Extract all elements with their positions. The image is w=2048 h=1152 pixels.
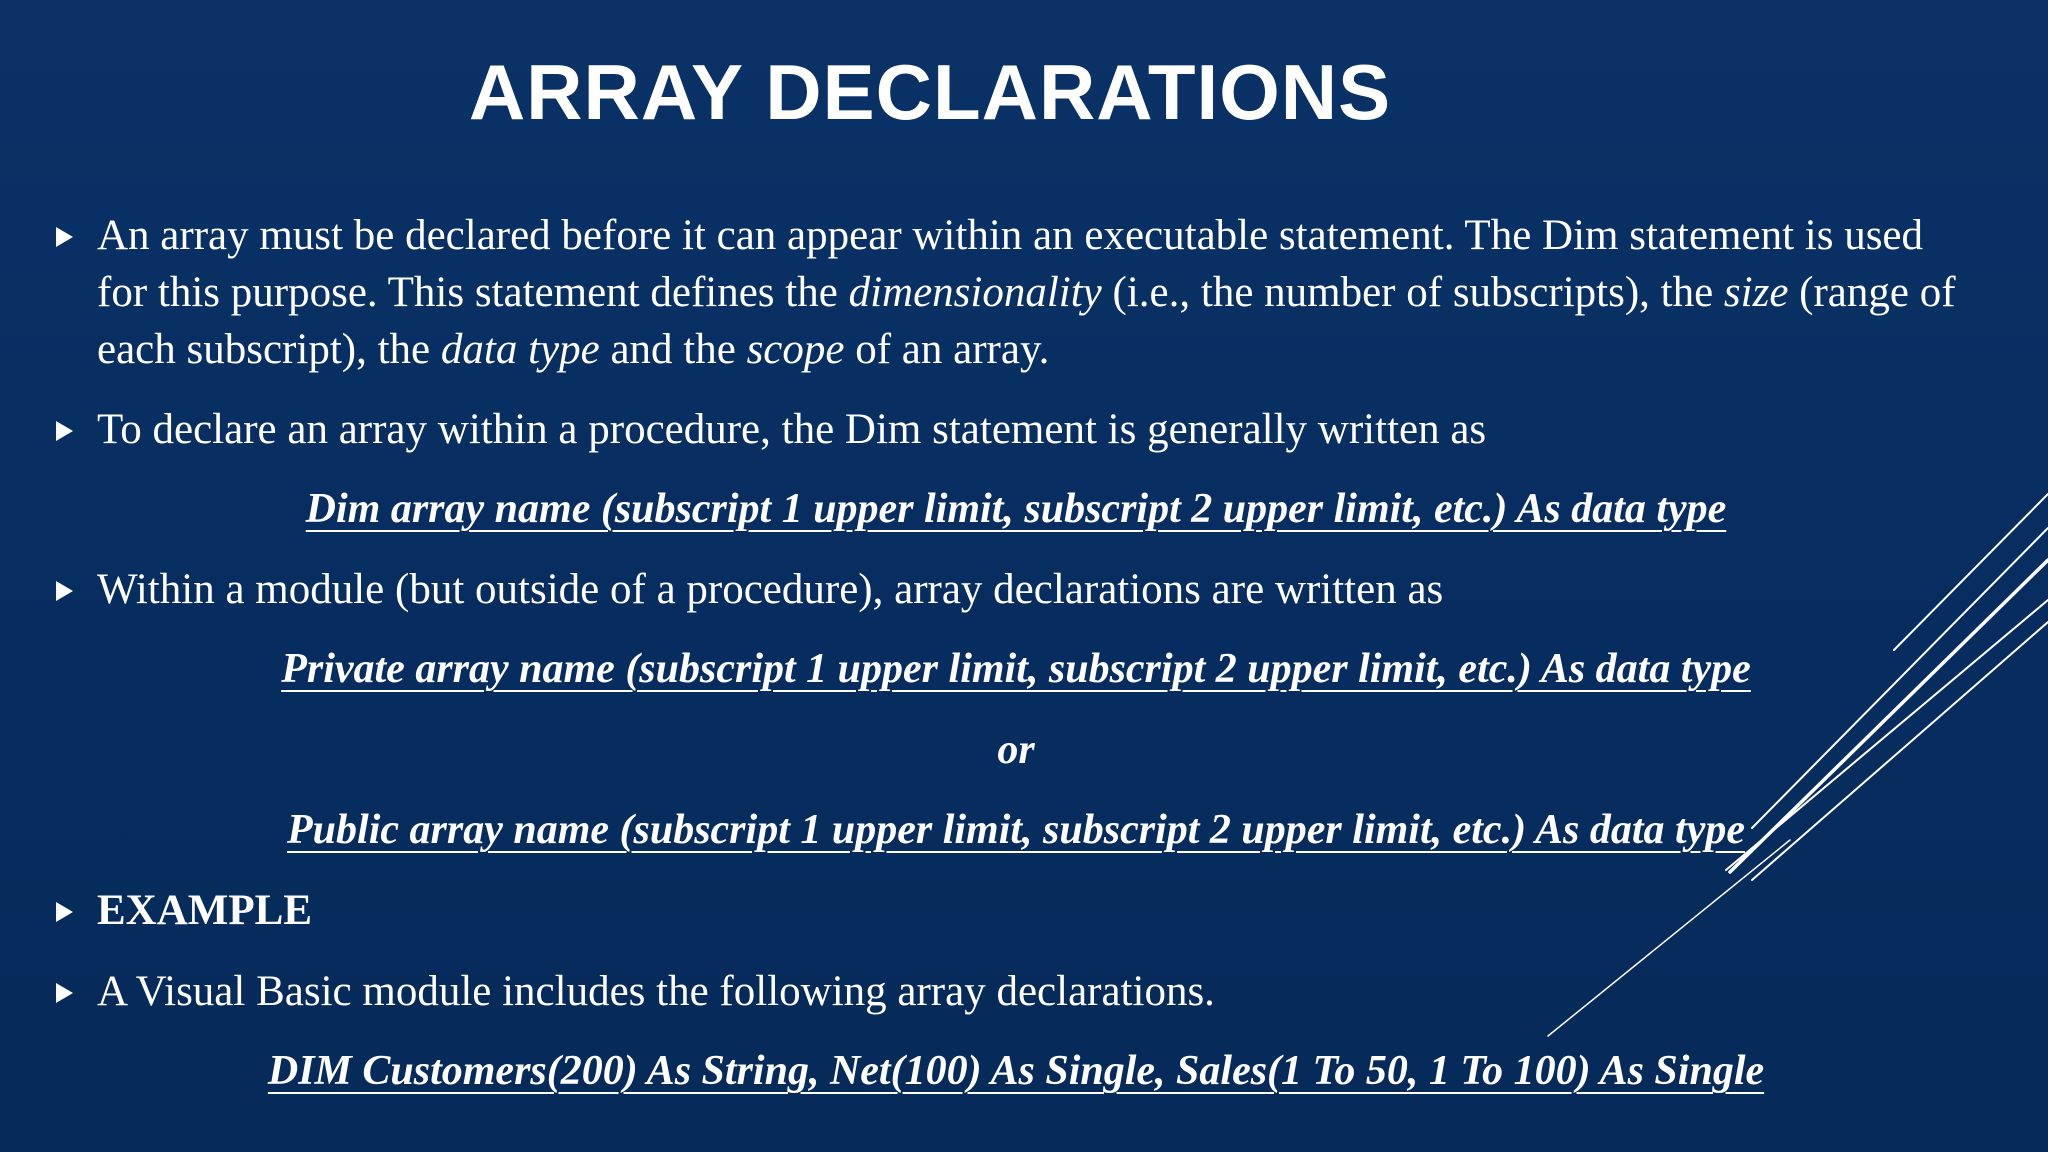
syntax-dim: Dim array name (subscript 1 upper limit, subscript 2 upper limit, etc.) As data type <box>305 486 1727 532</box>
bullet-text: Within a module (but outside of a procedure), array declarations are written as <box>97 566 1444 613</box>
bullet-text: An array must be declared before it can appear within an executable statement. The Dim statement is used for this purpose. This statement defines the <box>97 212 1924 316</box>
slide-title: ARRAY DECLARATIONS <box>468 48 1392 136</box>
bullet-module-declarations <box>97 561 1977 618</box>
bullet-text: (range of each subscript), the <box>97 269 1956 373</box>
bullet-text: To declare an array within a procedure, the Dim statement is generally written as <box>97 406 1487 453</box>
bullet-text: and the <box>599 326 747 373</box>
bullet-text: A Visual Basic module includes the following array declarations. <box>97 968 1215 1015</box>
or-text: or <box>997 727 1035 773</box>
term-data-type: data type <box>440 326 600 373</box>
term-scope: scope <box>746 326 845 373</box>
bullet-example-heading <box>97 882 1977 939</box>
bullet-arrow-icon <box>56 421 73 441</box>
bullet-text: EXAMPLE <box>97 887 312 934</box>
bullet-arrow-icon <box>56 902 73 922</box>
bullet-arrow-icon <box>56 581 73 601</box>
term-dimensionality: dimensionality <box>848 269 1102 316</box>
bullet-example-description <box>97 963 1977 1020</box>
bullet-arrow-icon <box>56 983 73 1003</box>
bullet-dim-procedure <box>97 401 1977 458</box>
bullet-array-declaration <box>97 207 1977 378</box>
bullet-arrow-icon <box>56 227 73 247</box>
term-size: size <box>1723 269 1789 316</box>
syntax-public: Public array name (subscript 1 upper limit, subscript 2 upper limit, etc.) As data type <box>287 807 1745 853</box>
example-code: DIM Customers(200) As String, Net(100) As Single, Sales(1 To 50, 1 To 100) As Single <box>267 1048 1765 1094</box>
bullet-text: (i.e., the number of subscripts), the <box>1101 269 1724 316</box>
syntax-private: Private array name (subscript 1 upper limit, subscript 2 upper limit, etc.) As data type <box>281 646 1751 692</box>
bullet-text: of an array. <box>844 326 1050 373</box>
